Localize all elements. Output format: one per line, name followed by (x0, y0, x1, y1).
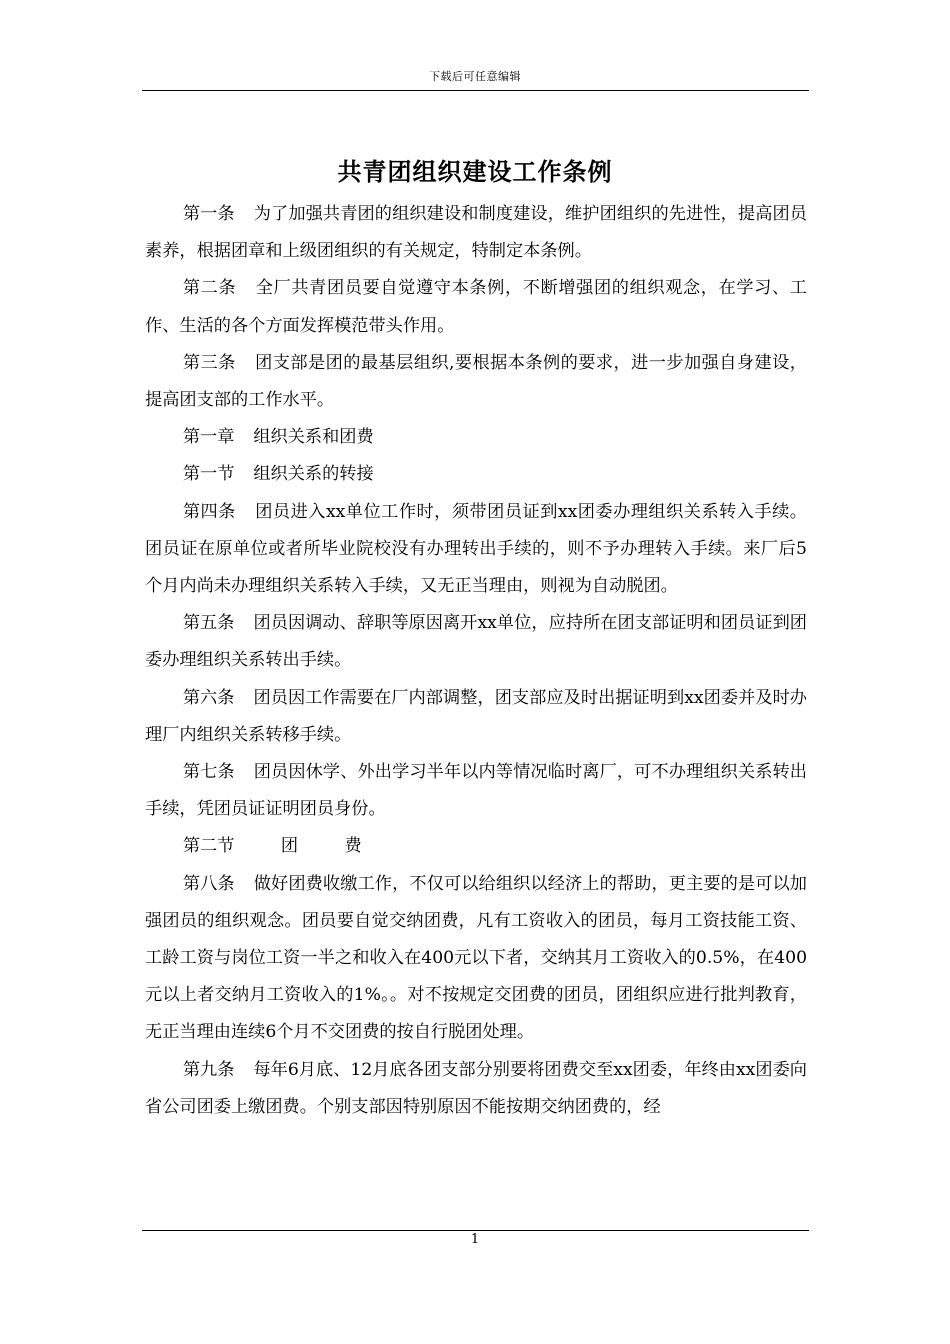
article-label: 第三条 (182, 352, 236, 373)
article-8 (145, 866, 807, 1052)
article-text: 为了加强共青团的组织建设和制度建设，维护团组织的先进性，提高团员素养，根据团章和上级团组织的有关规定，特制定本条例。 (145, 204, 807, 262)
chapter-title: 组织关系和团费 (253, 427, 374, 448)
section-heading (145, 828, 807, 865)
section-title-part: 费 (344, 836, 362, 857)
article-text: 团员因休学、外出学习半年以内等情况临时离厂，可不办理组织关系转出手续，凭团员证证明团员身份。 (145, 762, 807, 820)
article-label: 第八条 (182, 873, 235, 894)
article-label: 第七条 (182, 762, 235, 783)
article-text: 团支部是团的最基层组织,要根据本条例的要求，进一步加强自身建设，提高团支部的工作水平。 (145, 352, 807, 411)
document-body (145, 196, 807, 1126)
article-2 (145, 270, 807, 344)
page-number: 1 (470, 1232, 480, 1247)
article-7 (145, 754, 807, 828)
article-text: 团员因工作需要在厂内部调整，团支部应及时出据证明到xx团委并及时办理厂内组织关系转移手续。 (145, 687, 807, 745)
section-label: 第二节 (182, 836, 235, 857)
article-4 (145, 494, 807, 606)
article-1 (145, 196, 807, 270)
article-text: 每年6月底、12月底各团支部分别要将团费交至xx团委，年终由xx团委向省公司团委上缴团费。个别支部因特别原因不能按期交纳团费的，经 (145, 1059, 807, 1117)
section-label: 第一节 (182, 464, 235, 485)
header-divider (142, 90, 809, 91)
article-label: 第一条 (182, 204, 235, 224)
article-label: 第二条 (182, 278, 237, 299)
section-title-part: 团 (280, 836, 299, 857)
footer-divider (142, 1230, 809, 1231)
article-3 (145, 345, 807, 419)
article-label: 第五条 (182, 613, 235, 634)
article-5 (145, 605, 807, 679)
article-label: 第六条 (182, 687, 235, 708)
document-title: 共青团组织建设工作条例 (337, 157, 613, 186)
chapter-label: 第一章 (182, 427, 235, 448)
chapter-heading (145, 419, 807, 456)
header-note: 下载后可任意编辑 (429, 70, 521, 83)
article-6 (145, 680, 807, 754)
article-text: 全厂共青团员要自觉遵守本条例，不断增强团的组织观念，在学习、工作、生活的各个方面发挥模范带头作用。 (145, 278, 807, 336)
article-text: 团员进入xx单位工作时，须带团员证到xx团委办理组织关系转入手续。团员证在原单位或者所毕业院校没有办理转出手续的，则不予办理转入手续。来厂后5个月内尚未办理组织关系转入手续，又无正当理由，则视为自动脱团。 (145, 501, 807, 597)
section-title: 组织关系的转接 (253, 464, 374, 485)
article-label: 第四条 (182, 501, 236, 522)
article-text: 做好团费收缴工作，不仅可以给组织以经济上的帮助，更主要的是可以加强团员的组织观念。团员要自觉交纳团费，凡有工资收入的团员，每月工资技能工资、工龄工资与岗位工资一半之和收入在400元以下者，交纳其月工资收入的0.5%，在400元以上者交纳月工资收入的1%。。对不按规定交团费的团员，团组织应进行批判教育，无正当理由连续6个月不交团费的按自行脱团处理。 (145, 873, 807, 1043)
section-heading (145, 456, 807, 493)
article-9 (145, 1052, 807, 1126)
article-text: 团员因调动、辞职等原因离开xx单位，应持所在团支部证明和团员证到团委办理组织关系转出手续。 (145, 613, 807, 671)
article-label: 第九条 (182, 1059, 235, 1080)
